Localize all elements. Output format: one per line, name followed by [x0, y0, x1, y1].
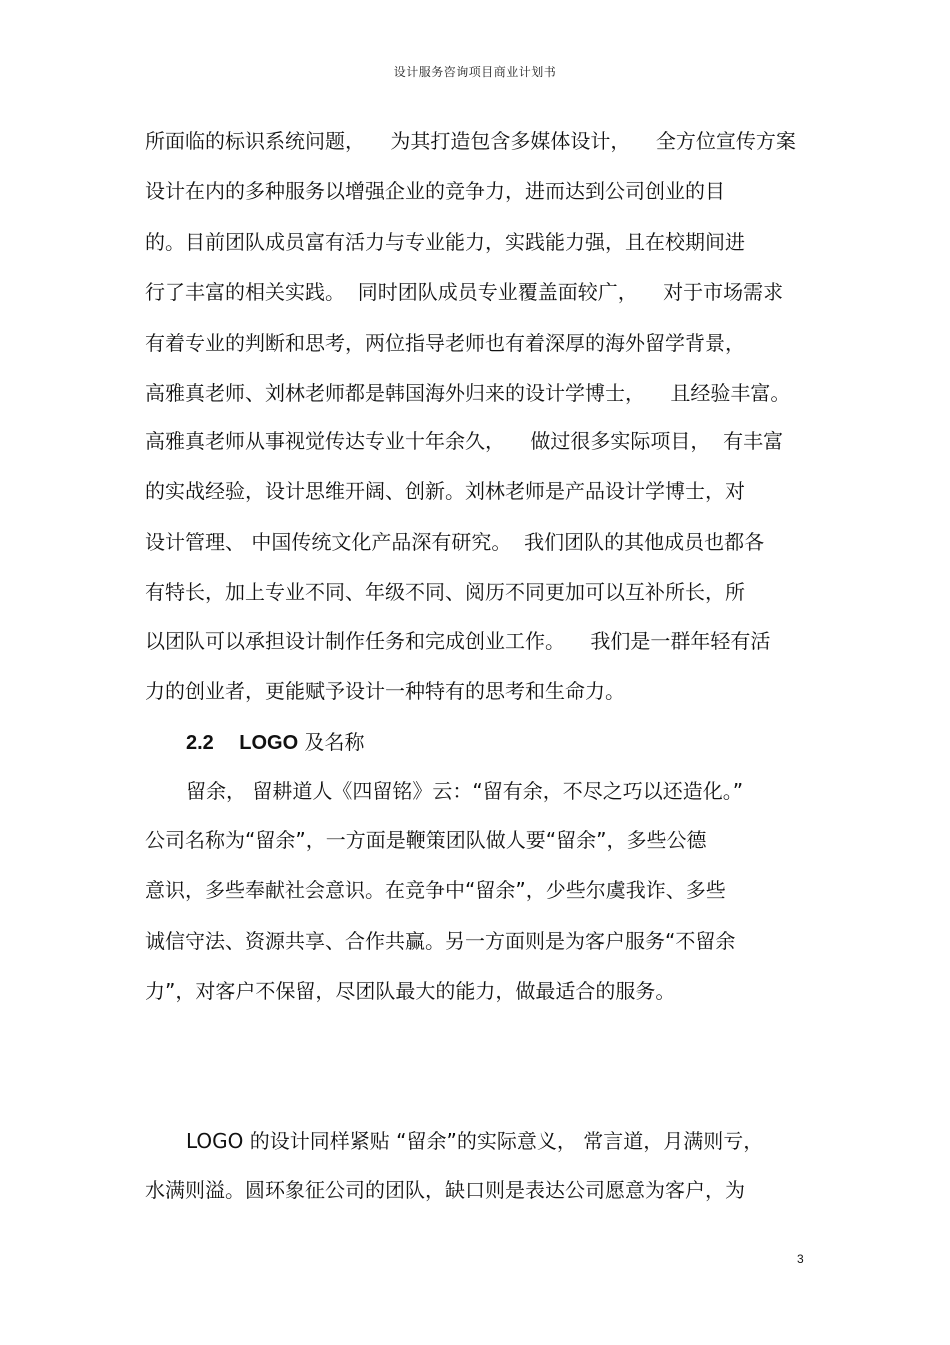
text-line: LOGO 的设计同样紧贴 “留余”的实际意义， 常言道，月满则亏，	[186, 1129, 764, 1153]
text-line: 力的创业者，更能赋予设计一种特有的思考和生命力。	[145, 679, 625, 703]
text-line: 高雅真老师、刘林老师都是韩国海外归来的设计学博士， 且经验丰富。	[145, 381, 791, 405]
text-line: 有着专业的判断和思考，两位指导老师也有着深厚的海外留学背景，	[145, 331, 745, 355]
text-line: 设计管理、 中国传统文化产品深有研究。 我们团队的其他成员也都各	[145, 530, 765, 554]
text-line: 力”，对客户不保留，尽团队最大的能力，做最适合的服务。	[145, 979, 676, 1003]
text-line: 的实战经验，设计思维开阔、创新。刘林老师是产品设计学博士，对	[145, 479, 745, 503]
text-line: 设计在内的多种服务以增强企业的竞争力，进而达到公司创业的目	[145, 179, 725, 203]
text-line: 高雅真老师从事视觉传达专业十年余久， 做过很多实际项目， 有丰富	[145, 429, 784, 453]
text-line: 行了丰富的相关实践。 同时团队成员专业覆盖面较广， 对于市场需求	[145, 280, 784, 304]
section-logo-word: LOGO	[239, 732, 299, 754]
section-title: 及名称	[304, 730, 365, 754]
running-header: 设计服务咨询项目商业计划书	[393, 65, 557, 79]
text-line: 有特长，加上专业不同、年级不同、阅历不同更加可以互补所长，所	[145, 580, 745, 604]
text-line: 所面临的标识系统问题， 为其打造包含多媒体设计， 全方位宣传方案	[145, 129, 796, 153]
text-line: 留余， 留耕道人《四留铭》云：“留有余，不尽之巧以还造化。”	[186, 779, 744, 803]
section-heading	[186, 729, 365, 756]
text-line: 的。目前团队成员富有活力与专业能力，实践能力强，且在校期间进	[145, 230, 745, 254]
text-line: 水满则溢。圆环象征公司的团队，缺口则是表达公司愿意为客户，为	[145, 1178, 745, 1202]
text-line: 意识，多些奉献社会意识。在竞争中“留余”，少些尔虞我诈、多些	[145, 878, 726, 902]
section-number: 2.2	[186, 732, 214, 754]
text-line: 以团队可以承担设计制作任务和完成创业工作。 我们是一群年轻有活	[145, 629, 771, 653]
text-line: 公司名称为“留余”，一方面是鞭策团队做人要“留余”，多些公德	[145, 828, 707, 852]
page-number: 3	[797, 1252, 804, 1266]
text-line: 诚信守法、资源共享、合作共赢。另一方面则是为客户服务“不留余	[145, 929, 736, 953]
